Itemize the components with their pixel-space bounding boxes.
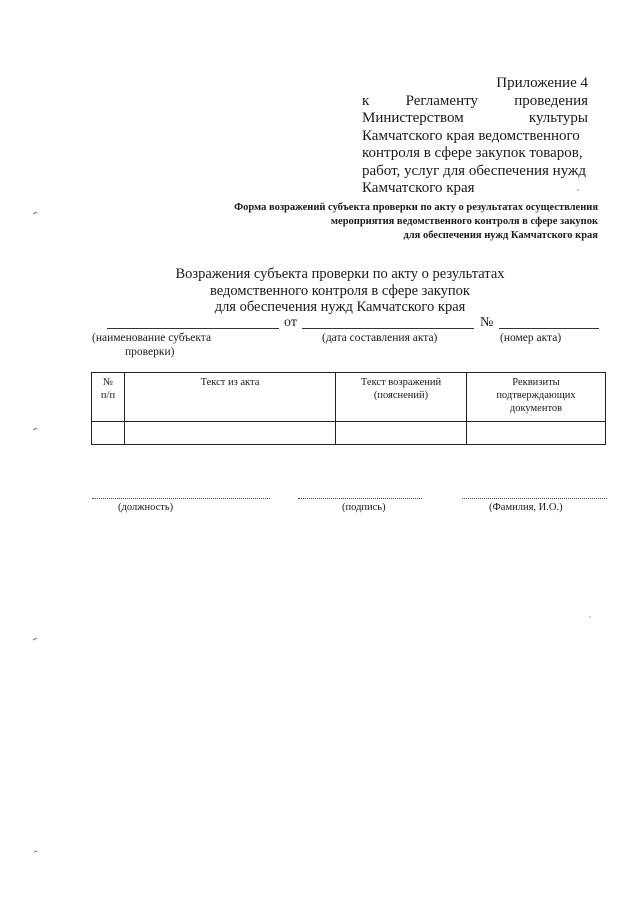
scan-speck [33,428,37,430]
appendix-line-3: Камчатского края ведомственного [362,127,580,144]
header-cell-number: № п/п [92,373,125,422]
signature-caption: (подпись) [342,502,386,513]
name-caption: (Фамилия, И.О.) [489,502,563,513]
scan-speck [34,851,37,852]
number-caption: (номер акта) [500,332,562,344]
scan-speck [33,212,37,214]
document-title: Возражения субъекта проверки по акту о результатах ведомственного контроля в сфере закупок для обеспечения нужд Камчатского края [175,266,505,315]
date-caption: (дата составления акта) [322,332,438,344]
scan-speck [589,616,590,617]
appendix-line-5: работ, услуг для обеспечения нужд [362,162,586,179]
subject-caption-2: проверки) [125,346,175,358]
appendix-line-4: контроля в сфере закупок товаров, [362,145,583,161]
from-label: от [284,315,297,330]
scan-speck [577,189,579,191]
scan-speck [33,638,37,640]
subject-caption: (наименование субъекта [92,332,212,344]
form-caption: Форма возражений субъекта проверки по акту о результатах осуществления мероприятия ведомственного контроля в сфере закупок для обеспечения нужд Камчатского края [234,202,598,241]
position-caption: (должность) [118,502,174,513]
appendix-line-2: Министерством культуры [362,110,588,126]
appendix-line-6: Камчатского края [362,180,475,196]
header-cell-documents: Реквизиты подтверждающих документов [467,373,606,422]
header-cell-objections: Текст возражений (пояснений) [336,373,467,422]
appendix-line-1: к Регламенту проведения [362,92,588,109]
number-label: № [480,315,494,330]
header-cell-act-text: Текст из акта [125,373,336,422]
appendix-title: Приложение 4 [496,75,588,91]
